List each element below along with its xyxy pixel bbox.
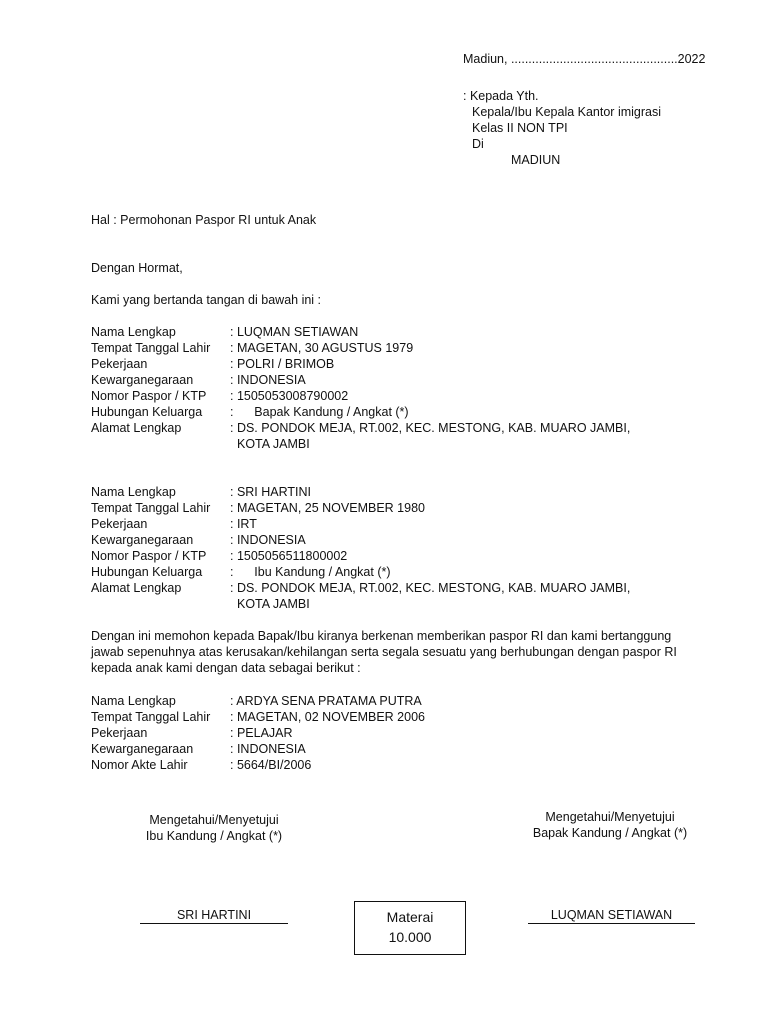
- field-value: : IRT: [230, 517, 257, 531]
- recipient-line: Di: [472, 137, 484, 151]
- field-label: Kewarganegaraan: [91, 373, 194, 387]
- field-label: Kewarganegaraan: [91, 533, 194, 547]
- intro-text: Kami yang bertanda tangan di bawah ini :: [91, 293, 322, 307]
- field-label: Nomor Paspor / KTP: [91, 549, 207, 563]
- approval-role: Bapak Kandung / Angkat (*): [532, 826, 688, 840]
- field-value: : 1505053008790002: [230, 389, 349, 403]
- recipient-line: Kepala/Ibu Kepala Kantor imigrasi: [472, 105, 662, 119]
- approval-role: Ibu Kandung / Angkat (*): [145, 829, 283, 843]
- field-value: : MAGETAN, 25 NOVEMBER 1980: [230, 501, 425, 515]
- field-value: : DS. PONDOK MEJA, RT.002, KEC. MESTONG, KAB. MUARO JAMBI,: [230, 421, 631, 435]
- field-value: : DS. PONDOK MEJA, RT.002, KEC. MESTONG, KAB. MUARO JAMBI,: [230, 581, 631, 595]
- field-label: Pekerjaan: [91, 357, 148, 371]
- field-value: : INDONESIA: [230, 373, 306, 387]
- paragraph-line: jawab sepenuhnya atas kerusakan/kehilangan serta segala sesuatu yang berhubungan dengan paspor RI: [91, 645, 677, 659]
- field-label: Tempat Tanggal Lahir: [91, 710, 211, 724]
- paragraph-line: kepada anak kami dengan data sebagai berikut :: [91, 661, 361, 675]
- signer-name: SRI HARTINI: [176, 908, 252, 922]
- field-value: : 1505056511800002: [230, 549, 348, 563]
- greeting: Dengan Hormat,: [91, 261, 183, 275]
- field-value: : INDONESIA: [230, 533, 306, 547]
- recipient-city: MADIUN: [511, 153, 561, 167]
- signature-line: [528, 923, 695, 924]
- field-label: Kewarganegaraan: [91, 742, 194, 756]
- stamp-value: 10.000: [388, 929, 432, 945]
- field-label: Tempat Tanggal Lahir: [91, 341, 211, 355]
- field-label: Alamat Lengkap: [91, 581, 182, 595]
- field-value: : ARDYA SENA PRATAMA PUTRA: [230, 694, 422, 708]
- field-label: Pekerjaan: [91, 517, 148, 531]
- recipient-line: Kelas II NON TPI: [472, 121, 568, 135]
- stamp-box: [354, 901, 466, 955]
- address-continuation: KOTA JAMBI: [237, 437, 310, 451]
- field-label: Nomor Akte Lahir: [91, 758, 188, 772]
- field-value: : SRI HARTINI: [230, 485, 312, 499]
- field-label: Hubungan Keluarga: [91, 405, 203, 419]
- field-label: Nama Lengkap: [91, 325, 176, 339]
- place-date: Madiun, ................................................2022: [463, 52, 706, 66]
- field-label: Nama Lengkap: [91, 694, 176, 708]
- signer-name: LUQMAN SETIAWAN: [550, 908, 673, 922]
- field-value: : 5664/BI/2006: [230, 758, 312, 772]
- field-label: Pekerjaan: [91, 726, 148, 740]
- signature-line: [140, 923, 288, 924]
- paragraph-line: Dengan ini memohon kepada Bapak/Ibu kiranya berkenan memberikan paspor RI dan kami bertanggung: [91, 629, 672, 643]
- approval-label: Mengetahui/Menyetujui: [545, 810, 675, 824]
- field-value: : Bapak Kandung / Angkat (*): [230, 405, 409, 419]
- recipient-line: : Kepada Yth.: [463, 89, 539, 103]
- field-label: Tempat Tanggal Lahir: [91, 501, 211, 515]
- stamp-label: Materai: [386, 909, 434, 925]
- subject-line: Hal : Permohonan Paspor RI untuk Anak: [91, 213, 317, 227]
- address-continuation: KOTA JAMBI: [237, 597, 310, 611]
- field-value: : MAGETAN, 30 AGUSTUS 1979: [230, 341, 414, 355]
- field-label: Nama Lengkap: [91, 485, 176, 499]
- field-value: : POLRI / BRIMOB: [230, 357, 335, 371]
- field-label: Hubungan Keluarga: [91, 565, 203, 579]
- field-value: : INDONESIA: [230, 742, 306, 756]
- field-value: : Ibu Kandung / Angkat (*): [230, 565, 391, 579]
- field-value: : PELAJAR: [230, 726, 293, 740]
- field-value: : LUQMAN SETIAWAN: [230, 325, 359, 339]
- field-value: : MAGETAN, 02 NOVEMBER 2006: [230, 710, 425, 724]
- approval-label: Mengetahui/Menyetujui: [149, 813, 279, 827]
- field-label: Nomor Paspor / KTP: [91, 389, 207, 403]
- field-label: Alamat Lengkap: [91, 421, 182, 435]
